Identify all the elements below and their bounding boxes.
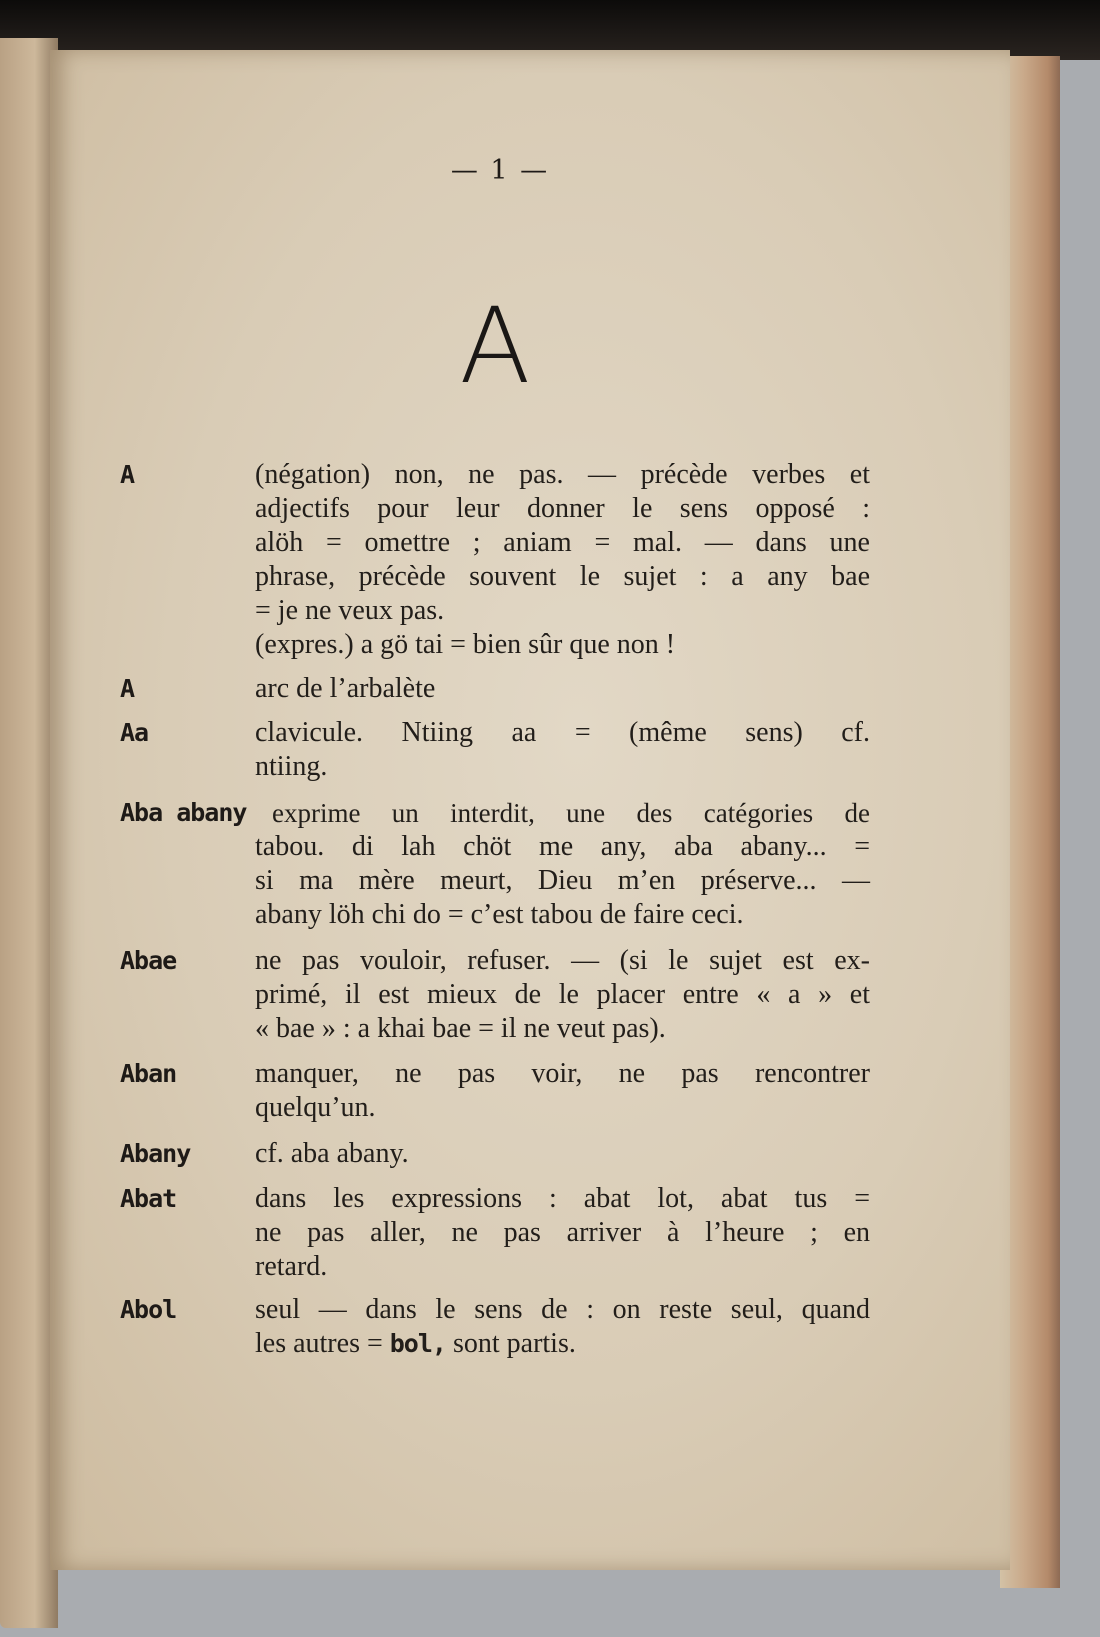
- entry-headword: Aban: [120, 1059, 177, 1088]
- entry-definition: [255, 1057, 870, 1125]
- entry-definition: [255, 1137, 870, 1171]
- entry-headword: Abat: [120, 1184, 177, 1213]
- definition-line: cf. aba abany.: [255, 1138, 409, 1169]
- definition-line: ne pas aller, ne pas arriver à l’heure ; en: [255, 1217, 870, 1248]
- definition-line: alöh = omettre ; aniam = mal. — dans une: [255, 527, 870, 558]
- entry-headword: A: [120, 674, 135, 703]
- definition-line: si ma mère meurt, Dieu m’en préserve... —: [255, 865, 870, 896]
- definition-line: abany löh chi do = c’est tabou de faire ceci.: [255, 899, 744, 930]
- definition-line: primé, il est mieux de le placer entre « a » et: [255, 979, 870, 1010]
- definition-line: arc de l’arbalète: [255, 673, 436, 704]
- definition-line: retard.: [255, 1251, 328, 1282]
- cross-reference-headword: bol,: [389, 1329, 446, 1358]
- entry-headword: Abae: [120, 946, 177, 975]
- definition-line: (expres.) a gö tai = bien sûr que non !: [255, 629, 676, 660]
- definition-line: tabou. di lah chöt me any, aba abany... =: [255, 831, 870, 862]
- entry-headword: Aba abany: [120, 798, 247, 827]
- definition-line: (négation) non, ne pas. — précède verbes et: [255, 459, 870, 490]
- definition-line: phrase, précède souvent le sujet : a any bae: [255, 561, 870, 592]
- entry-definition: [255, 1293, 870, 1361]
- definition-line: clavicule. Ntiing aa = (même sens) cf.: [255, 717, 870, 748]
- definition-text: sont partis.: [445, 1328, 576, 1359]
- entry-definition: [255, 944, 870, 1046]
- entry-headword: Aa: [120, 718, 149, 747]
- entry-definition: [255, 458, 870, 662]
- definition-line: exprime un interdit, une des catégories de: [272, 798, 870, 828]
- definition-line: manquer, ne pas voir, ne pas rencontrer: [255, 1058, 870, 1089]
- definition-text: les autres =: [255, 1328, 390, 1359]
- entry-headword: Abany: [120, 1139, 191, 1168]
- definition-line: seul — dans le sens de : on reste seul, quand: [255, 1294, 870, 1325]
- definition-line: ntiing.: [255, 751, 328, 782]
- entry-headword: A: [120, 460, 135, 489]
- definition-line: [255, 1327, 870, 1361]
- entry-definition: [255, 1182, 870, 1284]
- entry-headword: Abol: [120, 1295, 177, 1324]
- entry-definition: [255, 796, 870, 932]
- page-number: — 1 —: [450, 155, 550, 186]
- definition-line: adjectifs pour leur donner le sens opposé :: [255, 493, 870, 524]
- entry-definition: [255, 672, 870, 706]
- definition-line: « bae » : a khai bae = il ne veut pas).: [255, 1013, 666, 1044]
- definition-line: quelqu’un.: [255, 1092, 376, 1123]
- definition-line: = je ne veux pas.: [255, 595, 445, 626]
- entry-definition: [255, 716, 870, 784]
- definition-line: dans les expressions : abat lot, abat tus =: [255, 1183, 870, 1214]
- section-letter-heading: A: [459, 285, 531, 407]
- definition-line: ne pas vouloir, refuser. — (si le sujet est ex-: [255, 945, 870, 976]
